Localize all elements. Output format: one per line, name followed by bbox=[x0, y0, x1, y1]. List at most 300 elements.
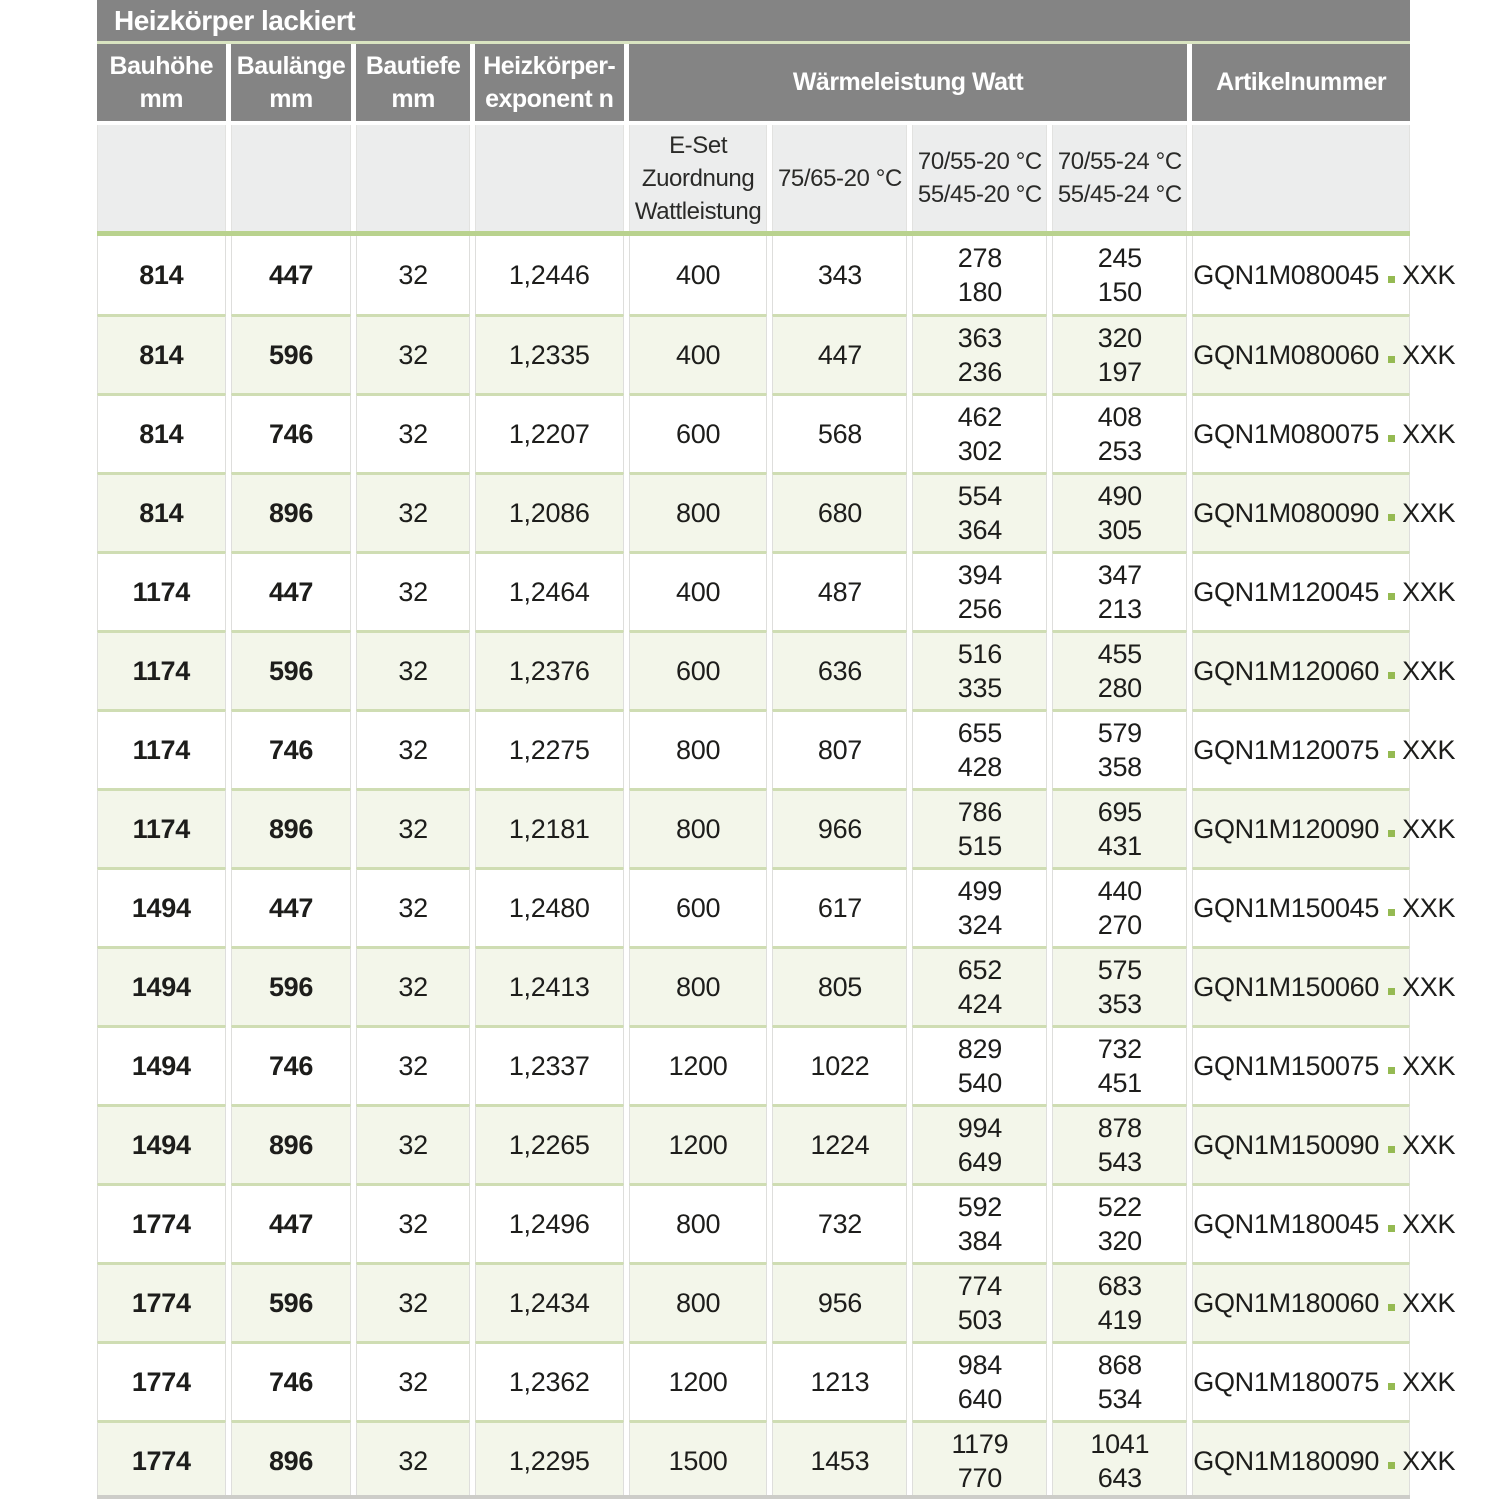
green-dot-icon bbox=[1388, 1225, 1395, 1232]
page-bottom-edge bbox=[97, 1495, 1410, 1499]
subheader-empty bbox=[356, 125, 469, 231]
subheader-7055-20 bbox=[912, 125, 1047, 231]
cell-7055-24 bbox=[1052, 947, 1187, 1026]
article-number-prefix: GQN1M120090 bbox=[1193, 813, 1380, 844]
cell-bautiefe: 32 bbox=[356, 1026, 469, 1105]
cell-7565-20: 1224 bbox=[772, 1105, 907, 1184]
header-line: mm bbox=[269, 84, 313, 113]
cell-baulaenge: 746 bbox=[231, 710, 352, 789]
spec-table-container bbox=[97, 0, 1456, 1499]
value-line: 829 bbox=[957, 1034, 1002, 1064]
cell-exponent: 1,2376 bbox=[475, 631, 624, 710]
cell-7055-20 bbox=[912, 868, 1047, 947]
cell-bauhoehe: 1494 bbox=[97, 947, 226, 1026]
cell-7055-20 bbox=[912, 552, 1047, 631]
cell-eset-wattleistung: 800 bbox=[629, 710, 768, 789]
table-row bbox=[97, 947, 1410, 1026]
cell-exponent: 1,2446 bbox=[475, 236, 624, 315]
article-number-prefix: GQN1M080060 bbox=[1193, 339, 1380, 370]
cell-exponent: 1,2181 bbox=[475, 789, 624, 868]
value-line: 515 bbox=[957, 831, 1002, 861]
cell-exponent: 1,2337 bbox=[475, 1026, 624, 1105]
value-line: 490 bbox=[1097, 481, 1142, 511]
cell-7055-20 bbox=[912, 236, 1047, 315]
cell-eset-wattleistung: 1200 bbox=[629, 1105, 768, 1184]
article-number-suffix: XXK bbox=[1402, 892, 1456, 923]
cell-7055-24 bbox=[1052, 1105, 1187, 1184]
subheader-line: 55/45-20 °C bbox=[917, 181, 1042, 208]
cell-artikelnummer bbox=[1192, 1026, 1456, 1105]
article-number-prefix: GQN1M180045 bbox=[1193, 1208, 1380, 1239]
cell-7565-20: 343 bbox=[772, 236, 907, 315]
subheader-empty bbox=[231, 125, 352, 231]
cell-exponent: 1,2464 bbox=[475, 552, 624, 631]
table-title-bar bbox=[97, 0, 1410, 41]
value-line: 462 bbox=[957, 402, 1002, 432]
cell-artikelnummer bbox=[1192, 315, 1456, 394]
cell-7055-24 bbox=[1052, 236, 1187, 315]
cell-exponent: 1,2335 bbox=[475, 315, 624, 394]
header-line: Heizkörper- bbox=[483, 51, 616, 80]
cell-exponent: 1,2207 bbox=[475, 394, 624, 473]
article-number-prefix: GQN1M080045 bbox=[1193, 259, 1380, 290]
cell-7055-24 bbox=[1052, 1026, 1187, 1105]
cell-eset-wattleistung: 1200 bbox=[629, 1342, 768, 1421]
cell-baulaenge: 896 bbox=[231, 1421, 352, 1499]
cell-7565-20: 807 bbox=[772, 710, 907, 789]
green-dot-icon bbox=[1388, 672, 1395, 679]
article-number-suffix: XXK bbox=[1402, 418, 1456, 449]
cell-7055-24 bbox=[1052, 631, 1187, 710]
value-line: 640 bbox=[957, 1384, 1002, 1414]
green-dot-icon bbox=[1388, 1067, 1395, 1074]
cell-bautiefe: 32 bbox=[356, 1184, 469, 1263]
cell-7055-20 bbox=[912, 394, 1047, 473]
value-line: 683 bbox=[1097, 1271, 1142, 1301]
value-line: 180 bbox=[957, 277, 1002, 307]
green-dot-icon bbox=[1388, 909, 1395, 916]
cell-artikelnummer bbox=[1192, 631, 1456, 710]
subheader-line: Wattleistung bbox=[634, 197, 762, 225]
table-title: Heizkörper lackiert bbox=[114, 4, 356, 36]
cell-artikelnummer bbox=[1192, 236, 1456, 315]
cell-7055-20 bbox=[912, 1026, 1047, 1105]
value-line: 503 bbox=[957, 1305, 1002, 1335]
value-line: 320 bbox=[1097, 323, 1142, 353]
cell-eset-wattleistung: 800 bbox=[629, 1263, 768, 1342]
cell-artikelnummer bbox=[1192, 473, 1456, 552]
cell-bauhoehe: 814 bbox=[97, 315, 226, 394]
cell-7565-20: 732 bbox=[772, 1184, 907, 1263]
cell-7565-20: 1213 bbox=[772, 1342, 907, 1421]
cell-7565-20: 1022 bbox=[772, 1026, 907, 1105]
col-header-bautiefe bbox=[356, 44, 469, 125]
cell-7565-20: 1453 bbox=[772, 1421, 907, 1499]
cell-bautiefe: 32 bbox=[356, 236, 469, 315]
cell-7055-20 bbox=[912, 631, 1047, 710]
cell-exponent: 1,2295 bbox=[475, 1421, 624, 1499]
value-line: 543 bbox=[1097, 1147, 1142, 1177]
value-line: 540 bbox=[957, 1068, 1002, 1098]
value-line: 324 bbox=[957, 910, 1002, 940]
cell-eset-wattleistung: 800 bbox=[629, 1184, 768, 1263]
cell-bautiefe: 32 bbox=[356, 315, 469, 394]
cell-7565-20: 966 bbox=[772, 789, 907, 868]
cell-eset-wattleistung: 600 bbox=[629, 868, 768, 947]
cell-eset-wattleistung: 1500 bbox=[629, 1421, 768, 1499]
cell-7055-24 bbox=[1052, 1342, 1187, 1421]
data-table bbox=[92, 236, 1456, 1499]
value-line: 455 bbox=[1097, 639, 1142, 669]
value-line: 245 bbox=[1097, 243, 1142, 273]
cell-bauhoehe: 1774 bbox=[97, 1342, 226, 1421]
value-line: 994 bbox=[957, 1113, 1002, 1143]
article-number-prefix: GQN1M120060 bbox=[1193, 655, 1380, 686]
value-line: 278 bbox=[957, 243, 1002, 273]
cell-artikelnummer bbox=[1192, 1263, 1456, 1342]
article-number-suffix: XXK bbox=[1402, 971, 1456, 1002]
table-row bbox=[97, 236, 1410, 315]
table-row bbox=[97, 315, 1410, 394]
cell-artikelnummer bbox=[1192, 1184, 1456, 1263]
cell-eset-wattleistung: 800 bbox=[629, 789, 768, 868]
value-line: 270 bbox=[1097, 910, 1142, 940]
cell-eset-wattleistung: 1200 bbox=[629, 1026, 768, 1105]
cell-bautiefe: 32 bbox=[356, 552, 469, 631]
value-line: 774 bbox=[957, 1271, 1002, 1301]
article-number-suffix: XXK bbox=[1402, 1208, 1456, 1239]
cell-baulaenge: 596 bbox=[231, 1263, 352, 1342]
article-number-prefix: GQN1M180060 bbox=[1193, 1287, 1380, 1318]
value-line: 984 bbox=[957, 1350, 1002, 1380]
value-line: 280 bbox=[1097, 673, 1142, 703]
cell-bauhoehe: 1774 bbox=[97, 1184, 226, 1263]
header-line: Baulänge bbox=[236, 51, 346, 80]
cell-artikelnummer bbox=[1192, 1421, 1456, 1499]
cell-exponent: 1,2275 bbox=[475, 710, 624, 789]
cell-7055-20 bbox=[912, 315, 1047, 394]
subheader-empty bbox=[1192, 125, 1410, 231]
cell-bautiefe: 32 bbox=[356, 1421, 469, 1499]
cell-7565-20: 680 bbox=[772, 473, 907, 552]
col-header-bauhoehe bbox=[97, 44, 226, 125]
green-dot-icon bbox=[1388, 988, 1395, 995]
cell-baulaenge: 896 bbox=[231, 1105, 352, 1184]
cell-7055-24 bbox=[1052, 315, 1187, 394]
value-line: 440 bbox=[1097, 876, 1142, 906]
cell-7055-24 bbox=[1052, 710, 1187, 789]
table-row bbox=[97, 631, 1410, 710]
value-line: 786 bbox=[957, 797, 1002, 827]
value-line: 236 bbox=[957, 357, 1002, 387]
value-line: 320 bbox=[1097, 1226, 1142, 1256]
cell-bautiefe: 32 bbox=[356, 710, 469, 789]
col-header-artikelnummer: Artikelnummer bbox=[1192, 44, 1410, 125]
value-line: 695 bbox=[1097, 797, 1142, 827]
cell-bauhoehe: 1774 bbox=[97, 1421, 226, 1499]
cell-artikelnummer bbox=[1192, 1342, 1456, 1421]
cell-7055-20 bbox=[912, 1342, 1047, 1421]
header-line: mm bbox=[139, 84, 184, 113]
cell-7055-20 bbox=[912, 1184, 1047, 1263]
cell-bauhoehe: 1174 bbox=[97, 631, 226, 710]
value-line: 1041 bbox=[1090, 1429, 1150, 1459]
cell-artikelnummer bbox=[1192, 947, 1456, 1026]
value-line: 428 bbox=[957, 752, 1002, 782]
header-line: Bauhöhe bbox=[109, 51, 213, 80]
value-line: 534 bbox=[1097, 1384, 1142, 1414]
cell-7055-20 bbox=[912, 789, 1047, 868]
table-row bbox=[97, 1105, 1410, 1184]
article-number-prefix: GQN1M150090 bbox=[1193, 1129, 1380, 1160]
value-line: 868 bbox=[1097, 1350, 1142, 1380]
value-line: 150 bbox=[1097, 277, 1142, 307]
cell-bautiefe: 32 bbox=[356, 394, 469, 473]
article-number-suffix: XXK bbox=[1402, 1445, 1456, 1476]
col-header-baulaenge bbox=[231, 44, 352, 125]
cell-baulaenge: 447 bbox=[231, 868, 352, 947]
table-row bbox=[97, 868, 1410, 947]
cell-bautiefe: 32 bbox=[356, 868, 469, 947]
article-number-prefix: GQN1M120075 bbox=[1193, 734, 1380, 765]
table-row bbox=[97, 552, 1410, 631]
cell-7565-20: 636 bbox=[772, 631, 907, 710]
article-number-suffix: XXK bbox=[1402, 339, 1456, 370]
value-line: 353 bbox=[1097, 989, 1142, 1019]
green-dot-icon bbox=[1388, 1146, 1395, 1153]
table-row bbox=[97, 1263, 1410, 1342]
green-dot-icon bbox=[1388, 435, 1395, 442]
cell-bauhoehe: 1494 bbox=[97, 1105, 226, 1184]
value-line: 253 bbox=[1097, 436, 1142, 466]
cell-exponent: 1,2413 bbox=[475, 947, 624, 1026]
cell-eset-wattleistung: 800 bbox=[629, 947, 768, 1026]
article-number-suffix: XXK bbox=[1402, 1287, 1456, 1318]
value-line: 652 bbox=[957, 955, 1002, 985]
article-number-prefix: GQN1M150045 bbox=[1193, 892, 1380, 923]
cell-7565-20: 447 bbox=[772, 315, 907, 394]
header-line: exponent n bbox=[485, 84, 614, 113]
header-line: Bautiefe bbox=[365, 51, 461, 80]
subheader-line: 70/55-24 °C bbox=[1057, 148, 1182, 175]
cell-bautiefe: 32 bbox=[356, 1342, 469, 1421]
value-line: 655 bbox=[957, 718, 1002, 748]
green-dot-icon bbox=[1388, 830, 1395, 837]
subheader-line: 55/45-24 °C bbox=[1057, 181, 1182, 208]
value-line: 732 bbox=[1097, 1034, 1142, 1064]
green-dot-icon bbox=[1388, 751, 1395, 758]
article-number-prefix: GQN1M080090 bbox=[1193, 497, 1380, 528]
value-line: 522 bbox=[1097, 1192, 1142, 1222]
table-row bbox=[97, 1184, 1410, 1263]
cell-exponent: 1,2086 bbox=[475, 473, 624, 552]
col-header-exponent bbox=[475, 44, 624, 125]
article-number-prefix: GQN1M080075 bbox=[1193, 418, 1380, 449]
cell-artikelnummer bbox=[1192, 868, 1456, 947]
value-line: 878 bbox=[1097, 1113, 1142, 1143]
table-row bbox=[97, 1342, 1410, 1421]
cell-7055-20 bbox=[912, 710, 1047, 789]
cell-7055-24 bbox=[1052, 1421, 1187, 1499]
cell-7565-20: 617 bbox=[772, 868, 907, 947]
value-line: 499 bbox=[957, 876, 1002, 906]
cell-7055-24 bbox=[1052, 552, 1187, 631]
value-line: 384 bbox=[957, 1226, 1002, 1256]
cell-bauhoehe: 1174 bbox=[97, 710, 226, 789]
article-number-suffix: XXK bbox=[1402, 655, 1456, 686]
green-dot-icon bbox=[1388, 356, 1395, 363]
article-number-suffix: XXK bbox=[1402, 1129, 1456, 1160]
cell-bautiefe: 32 bbox=[356, 1263, 469, 1342]
header-line: mm bbox=[391, 84, 435, 113]
cell-bautiefe: 32 bbox=[356, 947, 469, 1026]
article-number-suffix: XXK bbox=[1402, 1050, 1456, 1081]
cell-7055-20 bbox=[912, 1105, 1047, 1184]
cell-bauhoehe: 1494 bbox=[97, 868, 226, 947]
cell-7565-20: 805 bbox=[772, 947, 907, 1026]
subheader-empty bbox=[475, 125, 624, 231]
cell-7055-24 bbox=[1052, 394, 1187, 473]
cell-7055-20 bbox=[912, 947, 1047, 1026]
table-row bbox=[97, 710, 1410, 789]
value-line: 579 bbox=[1097, 718, 1142, 748]
col-header-waermeleistung: Wärmeleistung Watt bbox=[629, 44, 1188, 125]
cell-bautiefe: 32 bbox=[356, 1105, 469, 1184]
cell-baulaenge: 896 bbox=[231, 789, 352, 868]
cell-baulaenge: 896 bbox=[231, 473, 352, 552]
value-line: 363 bbox=[957, 323, 1002, 353]
cell-artikelnummer bbox=[1192, 1105, 1456, 1184]
article-number-prefix: GQN1M180090 bbox=[1193, 1445, 1380, 1476]
cell-eset-wattleistung: 400 bbox=[629, 315, 768, 394]
cell-bauhoehe: 1774 bbox=[97, 1263, 226, 1342]
article-number-prefix: GQN1M150060 bbox=[1193, 971, 1380, 1002]
cell-bauhoehe: 814 bbox=[97, 473, 226, 552]
cell-bauhoehe: 1174 bbox=[97, 789, 226, 868]
table-row bbox=[97, 789, 1410, 868]
value-line: 451 bbox=[1097, 1068, 1142, 1098]
value-line: 305 bbox=[1097, 515, 1142, 545]
subheader-eset bbox=[629, 125, 768, 231]
value-line: 431 bbox=[1097, 831, 1142, 861]
cell-exponent: 1,2434 bbox=[475, 1263, 624, 1342]
subheader-row bbox=[97, 125, 1410, 231]
subheader-empty bbox=[97, 125, 226, 231]
header-row bbox=[97, 44, 1410, 125]
cell-baulaenge: 447 bbox=[231, 552, 352, 631]
cell-7565-20: 568 bbox=[772, 394, 907, 473]
value-line: 516 bbox=[957, 639, 1002, 669]
article-number-suffix: XXK bbox=[1402, 259, 1456, 290]
table-row bbox=[97, 1421, 1410, 1499]
subheader-7565: 75/65-20 °C bbox=[772, 125, 907, 231]
cell-7055-20 bbox=[912, 1263, 1047, 1342]
value-line: 419 bbox=[1097, 1305, 1142, 1335]
value-line: 643 bbox=[1097, 1463, 1142, 1493]
value-line: 554 bbox=[957, 481, 1002, 511]
cell-7055-24 bbox=[1052, 789, 1187, 868]
value-line: 575 bbox=[1097, 955, 1142, 985]
value-line: 364 bbox=[957, 515, 1002, 545]
data-table-body bbox=[97, 236, 1456, 1499]
subheader-line: 70/55-20 °C bbox=[917, 148, 1042, 175]
table-row bbox=[97, 473, 1410, 552]
value-line: 592 bbox=[957, 1192, 1002, 1222]
article-number-prefix: GQN1M120045 bbox=[1193, 576, 1380, 607]
article-number-suffix: XXK bbox=[1402, 1366, 1456, 1397]
article-number-prefix: GQN1M150075 bbox=[1193, 1050, 1380, 1081]
cell-eset-wattleistung: 400 bbox=[629, 552, 768, 631]
cell-bautiefe: 32 bbox=[356, 473, 469, 552]
article-number-suffix: XXK bbox=[1402, 576, 1456, 607]
value-line: 256 bbox=[957, 594, 1002, 624]
article-number-suffix: XXK bbox=[1402, 813, 1456, 844]
cell-eset-wattleistung: 800 bbox=[629, 473, 768, 552]
value-line: 770 bbox=[957, 1463, 1002, 1493]
cell-baulaenge: 746 bbox=[231, 1342, 352, 1421]
cell-baulaenge: 447 bbox=[231, 236, 352, 315]
article-number-suffix: XXK bbox=[1402, 497, 1456, 528]
cell-baulaenge: 746 bbox=[231, 1026, 352, 1105]
cell-baulaenge: 596 bbox=[231, 315, 352, 394]
cell-7055-24 bbox=[1052, 1184, 1187, 1263]
value-line: 1179 bbox=[951, 1429, 1009, 1459]
cell-7565-20: 956 bbox=[772, 1263, 907, 1342]
cell-artikelnummer bbox=[1192, 552, 1456, 631]
cell-artikelnummer bbox=[1192, 394, 1456, 473]
subheader-line: Zuordnung bbox=[641, 164, 755, 192]
cell-bautiefe: 32 bbox=[356, 631, 469, 710]
cell-exponent: 1,2480 bbox=[475, 868, 624, 947]
value-line: 347 bbox=[1097, 560, 1142, 590]
value-line: 335 bbox=[957, 673, 1002, 703]
cell-baulaenge: 746 bbox=[231, 394, 352, 473]
table-row bbox=[97, 1026, 1410, 1105]
article-number-suffix: XXK bbox=[1402, 734, 1456, 765]
cell-bauhoehe: 1494 bbox=[97, 1026, 226, 1105]
cell-baulaenge: 596 bbox=[231, 631, 352, 710]
green-dot-icon bbox=[1388, 1462, 1395, 1469]
cell-baulaenge: 447 bbox=[231, 1184, 352, 1263]
green-dot-icon bbox=[1388, 276, 1395, 283]
cell-7055-24 bbox=[1052, 473, 1187, 552]
cell-artikelnummer bbox=[1192, 710, 1456, 789]
green-dot-icon bbox=[1388, 514, 1395, 521]
cell-exponent: 1,2265 bbox=[475, 1105, 624, 1184]
value-line: 394 bbox=[957, 560, 1002, 590]
green-dot-icon bbox=[1388, 1383, 1395, 1390]
cell-bauhoehe: 814 bbox=[97, 394, 226, 473]
cell-7055-20 bbox=[912, 1421, 1047, 1499]
cell-eset-wattleistung: 400 bbox=[629, 236, 768, 315]
header-table bbox=[92, 44, 1415, 231]
value-line: 358 bbox=[1097, 752, 1142, 782]
cell-artikelnummer bbox=[1192, 789, 1456, 868]
value-line: 424 bbox=[957, 989, 1002, 1019]
green-dot-icon bbox=[1388, 593, 1395, 600]
green-dot-icon bbox=[1388, 1304, 1395, 1311]
cell-eset-wattleistung: 600 bbox=[629, 631, 768, 710]
cell-baulaenge: 596 bbox=[231, 947, 352, 1026]
value-line: 649 bbox=[957, 1147, 1002, 1177]
value-line: 408 bbox=[1097, 402, 1142, 432]
article-number-prefix: GQN1M180075 bbox=[1193, 1366, 1380, 1397]
cell-bauhoehe: 1174 bbox=[97, 552, 226, 631]
cell-exponent: 1,2362 bbox=[475, 1342, 624, 1421]
cell-7055-24 bbox=[1052, 1263, 1187, 1342]
value-line: 302 bbox=[957, 436, 1002, 466]
value-line: 213 bbox=[1097, 594, 1142, 624]
